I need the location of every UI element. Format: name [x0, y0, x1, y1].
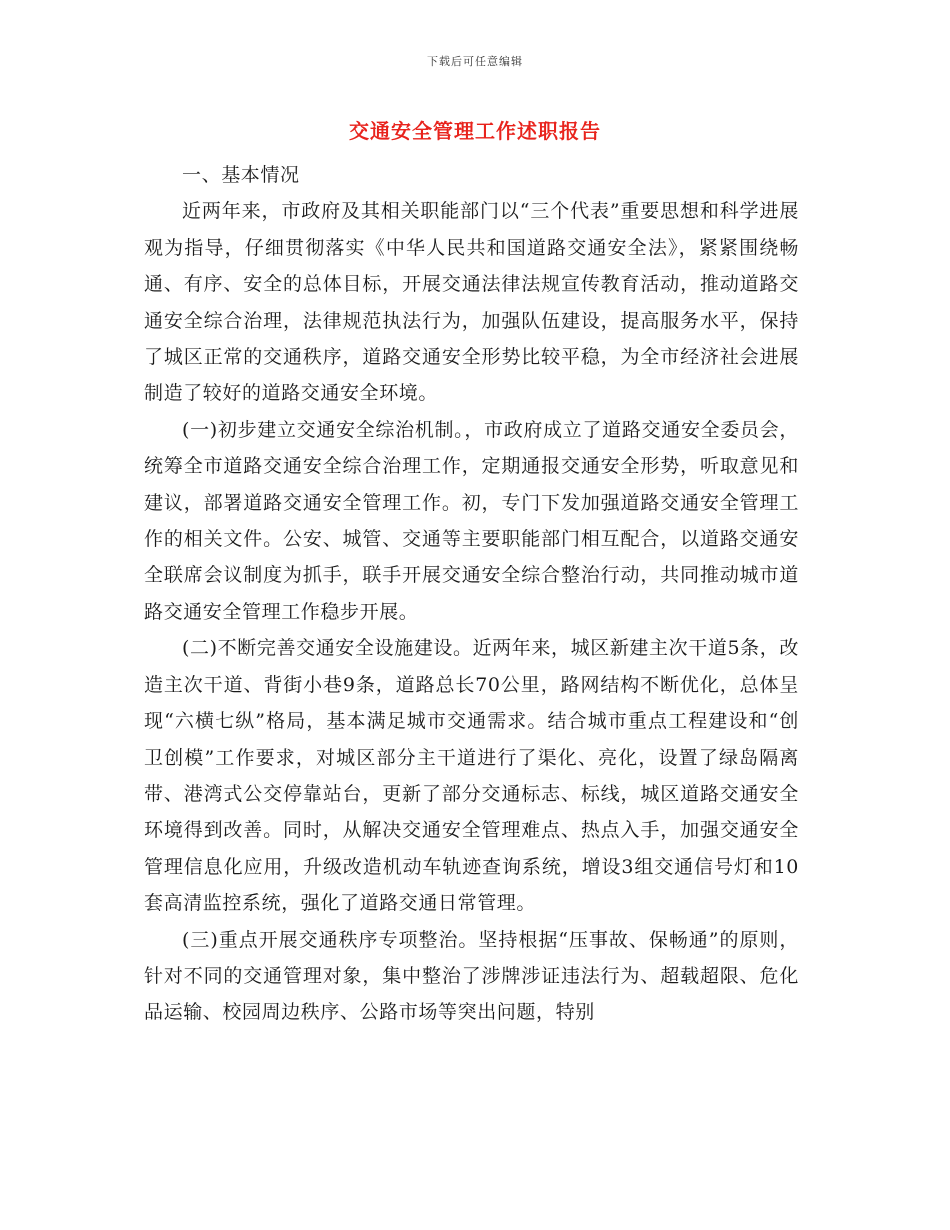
document-title: 交通安全管理工作述职报告	[349, 119, 601, 143]
paragraph: 近两年来，市政府及其相关职能部门以“三个代表”重要思想和科学进展观为指导，仔细贯彻落实《中华人民共和国道路交通安全法》，紧紧围绕畅通、有序、安全的总体目标，开展交通法律法规宣传教育活动，推动道路交通安全综合治理，法律规范执法行为，加强队伍建设，提高服务水平，保持了城区正常的交通秩序，道路交通安全形势比较平稳，为全市经济社会进展制造了较好的道路交通安全环境。	[144, 200, 799, 405]
paragraph: (一)初步建立交通安全综治机制。，市政府成立了道路交通安全委员会，统筹全市道路交通安全综合治理工作，定期通报交通安全形势，听取意见和建议，部署道路交通安全管理工作。初，专门下发加强道路交通安全管理工作的相关文件。公安、城管、交通等主要职能部门相互配合，以道路交通安全联席会议制度为抓手，联手开展交通安全综合整治行动，共同推动城市道路交通安全管理工作稳步开展。	[144, 418, 799, 623]
page-header-note: 下载后可任意编辑	[427, 55, 523, 68]
section-heading: 一、基本情况	[182, 164, 300, 186]
document-body	[144, 157, 799, 1031]
paragraph: (二)不断完善交通安全设施建设。近两年来，城区新建主次干道5条，改造主次干道、背街小巷9条，道路总长70公里，路网结构不断优化，总体呈现“六横七纵”格局，基本满足城市交通需求。结合城市重点工程建设和“创卫创模”工作要求，对城区部分主干道进行了渠化、亮化，设置了绿岛隔离带、港湾式公交停靠站台，更新了部分交通标志、标线，城区道路交通安全环境得到改善。同时，从解决交通安全管理难点、热点入手，加强交通安全管理信息化应用，升级改造机动车轨迹查询系统，增设3组交通信号灯和10套高清监控系统，强化了道路交通日常管理。	[144, 637, 799, 915]
paragraph: (三)重点开展交通秩序专项整治。坚持根据“压事故、保畅通”的原则，针对不同的交通管理对象，集中整治了涉牌涉证违法行为、超载超限、危化品运输、校园周边秩序、公路市场等突出问题，特别	[144, 928, 799, 1024]
